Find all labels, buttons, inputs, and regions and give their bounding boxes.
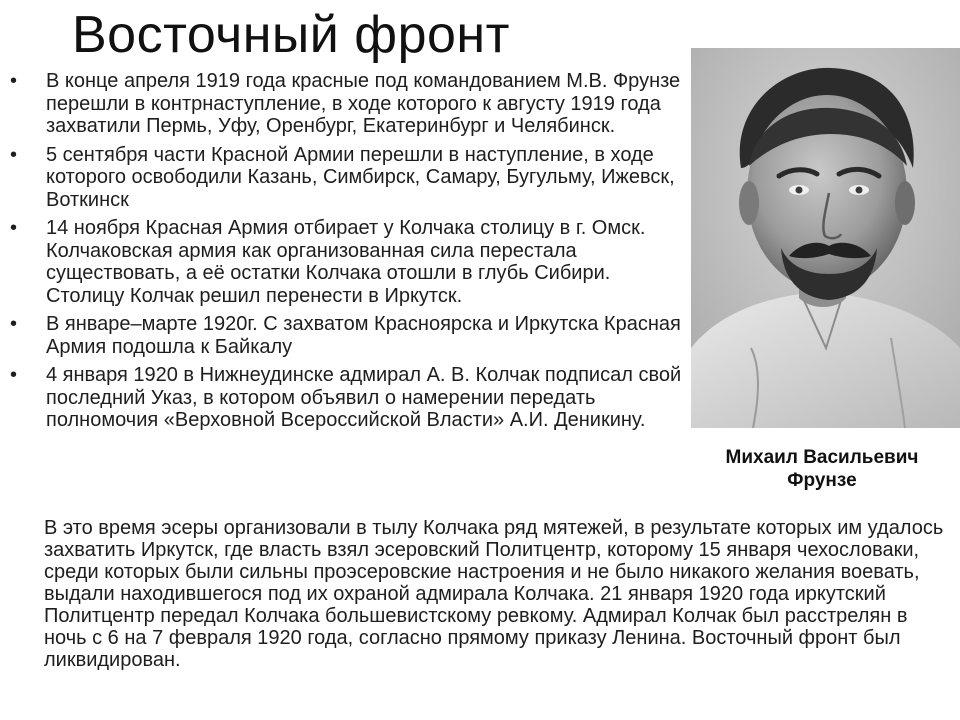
- caption-line-2: Фрунзе: [787, 470, 857, 491]
- bullet-text: 4 января 1920 в Нижнеудинске адмирал А. В. Колчак подписал свой последний Указ, в котором объявил о намерении передать полномочия «Верховной Всероссийской Власти» А.И. Деникину.: [46, 364, 682, 431]
- bullet-item-3: [10, 217, 690, 307]
- bullet-marker: •: [10, 70, 18, 92]
- bullet-item-5: [10, 364, 690, 432]
- bullet-marker: •: [10, 313, 18, 335]
- slide-title: Восточный фронт: [72, 6, 510, 64]
- caption-line-1: Михаил Васильевич: [725, 447, 919, 468]
- bullet-text: 14 ноября Красная Армия отбирает у Колчака столицу в г. Омск. Колчаковская армия как организованная сила перестала существовать, а её остатки Колчака отошли в глубь Сибири. Столицу Колчак решил перенести в Иркутск.: [46, 217, 646, 307]
- bullet-item-1: [10, 70, 690, 138]
- portrait-photo: [691, 48, 960, 428]
- bullet-marker: •: [10, 364, 18, 386]
- bullet-list: [10, 70, 690, 438]
- portrait-illustration: [691, 48, 960, 428]
- bullet-text: 5 сентября части Красной Армии перешли в наступление, в ходе которого освободили Казань, Симбирск, Самару, Бугульму, Ижевск, Воткинск: [46, 143, 675, 211]
- bullet-item-2: [10, 144, 690, 212]
- closing-paragraph: В это время эсеры организовали в тылу Колчака ряд мятежей, в результате которых им удалось захватить Иркутск, где власть взял эсеровский Политцентр, которому 15 января чехословаки, среди которых были сильны проэсеровские настроения и не было никакого желания воевать, выдали находившегося под их охраной адмирала Колчака. 21 января 1920 года иркутский Политцентр передал Колчака большевистскому ревкому. Адмирал Колчак был расстрелян в ночь с 6 на 7 февраля 1920 года, согласно прямому приказу Ленина. Восточный фронт был ликвидирован.: [44, 517, 944, 671]
- bullet-text: В конце апреля 1919 года красные под командованием М.В. Фрунзе перешли в контрнаступление, в ходе которого к августу 1919 года захватили Пермь, Уфу, Оренбург, Екатеринбург и Челябинск.: [46, 70, 681, 137]
- bullet-marker: •: [10, 143, 18, 166]
- portrait-caption: [684, 446, 960, 492]
- bullet-marker: •: [10, 217, 18, 239]
- bullet-item-4: [10, 313, 690, 358]
- bullet-text: В январе–марте 1920г. С захватом Красноярска и Иркутска Красная Армия подошла к Байкалу: [46, 313, 681, 358]
